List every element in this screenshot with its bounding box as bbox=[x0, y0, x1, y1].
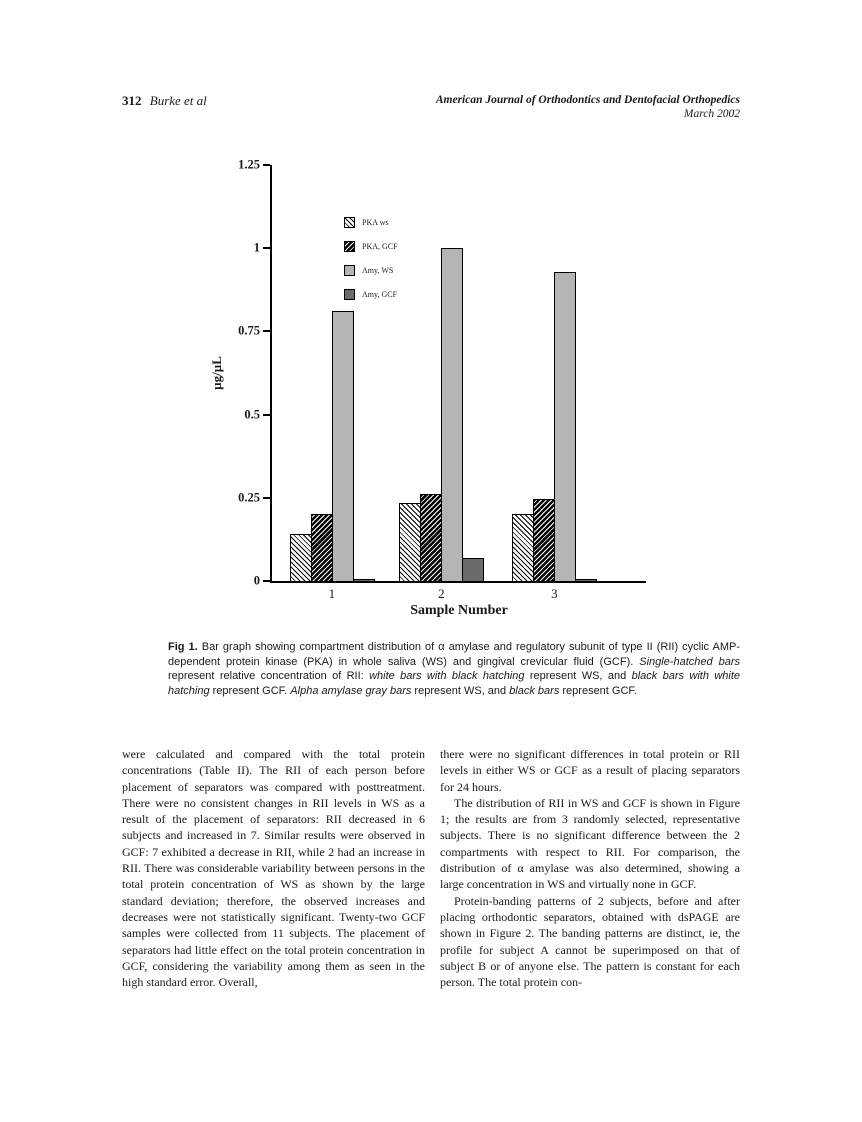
bar-pka-ws-sample-2 bbox=[399, 503, 421, 581]
bar-pka-gcf-sample-1 bbox=[311, 514, 333, 581]
body-paragraph: The distribution of RII in WS and GCF is shown in Figure 1; the results are from 3 randomly selected, representative subjects. There is no significant difference between the 2 compartments with respect to RII. For comparison, the distribution of α amylase was also determined, showing a large concentration in WS and virtually none in GCF. bbox=[440, 795, 740, 892]
bar-group-sample-2 bbox=[399, 248, 483, 581]
body-paragraph: there were no significant differences in total protein or RII levels in either WS or GCF as a result of placing separators for 24 hours. bbox=[440, 747, 740, 794]
caption-segment: white bars with black hatching bbox=[369, 670, 525, 683]
x-axis-tick-label: 3 bbox=[551, 586, 558, 601]
figure-1 bbox=[208, 157, 646, 618]
caption-segment: represent relative concentration of RII: bbox=[168, 670, 370, 683]
legend-item bbox=[344, 217, 398, 228]
caption-segment: Alpha amylase gray bars bbox=[290, 684, 412, 697]
caption-segment: Fig 1. bbox=[168, 641, 198, 653]
bar-amy-ws-sample-2 bbox=[441, 248, 463, 581]
y-axis-tick bbox=[263, 580, 270, 582]
x-axis-label: Sample Number bbox=[410, 603, 508, 618]
bar-group-sample-1 bbox=[290, 311, 374, 581]
legend-swatch-icon bbox=[344, 265, 355, 276]
x-axis-tick-label: 2 bbox=[438, 586, 445, 601]
figure-caption bbox=[168, 640, 740, 698]
y-axis-tick bbox=[263, 164, 270, 166]
y-axis-tick bbox=[263, 497, 270, 499]
caption-segment: represent WS, and bbox=[524, 670, 632, 683]
legend-label: Amy, GCF bbox=[362, 290, 398, 299]
legend-label: PKA, GCF bbox=[362, 242, 398, 251]
y-axis-tick-label: 0.75 bbox=[238, 323, 260, 338]
y-axis-tick bbox=[263, 247, 270, 249]
legend-swatch-icon bbox=[344, 241, 355, 252]
running-head-left bbox=[122, 93, 207, 109]
legend-swatch-icon bbox=[344, 217, 355, 228]
legend-swatch-icon bbox=[344, 289, 355, 300]
running-head-authors: Burke et al bbox=[149, 93, 207, 108]
bar-pka-gcf-sample-3 bbox=[533, 499, 555, 581]
chart-legend bbox=[344, 217, 398, 313]
legend-item bbox=[344, 241, 398, 252]
caption-segment: black bars with white hatching bbox=[168, 670, 740, 697]
bar-amy-gcf-sample-1 bbox=[353, 579, 375, 581]
bar-amy-ws-sample-3 bbox=[554, 272, 576, 582]
legend-item bbox=[344, 289, 398, 300]
caption-segment: represent WS, and bbox=[411, 684, 510, 697]
y-axis-tick bbox=[263, 330, 270, 332]
y-axis-tick-label: 1 bbox=[253, 240, 260, 255]
bar-pka-ws-sample-3 bbox=[512, 514, 534, 581]
legend-label: Amy, WS bbox=[362, 266, 394, 275]
bar-amy-ws-sample-1 bbox=[332, 311, 354, 581]
y-axis-tick-label: 0.5 bbox=[244, 407, 260, 422]
body-right-column bbox=[440, 746, 740, 990]
body-paragraph: were calculated and compared with the total protein concentrations (Table II). The RII of each person before placement of separators was compared with posttreatment. There were no consistent changes in RII levels in WS as a result of the placement of separators: RII decreased in 6 subjects and increased in 7. Similar results were observed in GCF: 7 exhibited a decrease in RII, while 2 had an increase in RII. There was considerable variability between persons in the total protein concentration of WS as shown by the large standard deviation; therefore, the observed increases and decreases were not statistically significant. Twenty-two GCF samples were collected from 11 subjects. The placement of separators had little effect on the total protein concentration in GCF, considering the variability among them as seen in the high standard error. Overall, bbox=[122, 747, 425, 990]
body-left-column bbox=[122, 746, 425, 990]
journal-title: American Journal of Orthodontics and Dentofacial Orthopedics bbox=[435, 94, 740, 106]
caption-segment: Bar graph showing compartment distribution of α amylase and regulatory subunit of type II (RII) cyclic AMP-dependent protein kinase (PKA) in whole saliva (WS) and gingival crevicular fluid (GCF). bbox=[168, 641, 740, 668]
caption-segment: represent GCF. bbox=[559, 684, 637, 697]
legend-item bbox=[344, 265, 398, 276]
chart-plot-area bbox=[208, 157, 646, 618]
bar-pka-ws-sample-1 bbox=[290, 534, 312, 581]
legend-label: PKA ws bbox=[362, 218, 389, 227]
y-axis-tick bbox=[263, 414, 270, 416]
bar-amy-gcf-sample-2 bbox=[462, 558, 484, 581]
y-axis-label: µg/µL bbox=[208, 356, 224, 390]
running-head-right bbox=[436, 93, 740, 121]
caption-segment: Single-hatched bars bbox=[639, 655, 740, 668]
bar-amy-gcf-sample-3 bbox=[575, 579, 597, 581]
journal-issue: March 2002 bbox=[683, 108, 740, 120]
bar-group-sample-3 bbox=[512, 272, 596, 582]
bar-pka-gcf-sample-2 bbox=[420, 494, 442, 581]
caption-segment: represent GCF. bbox=[209, 684, 291, 697]
body-paragraph: Protein-banding patterns of 2 subjects, before and after placing orthodontic separators, obtained with dsPAGE are shown in Figure 2. The banding patterns are distinct, ie, the profile for subject A cannot be superimposed on that of subject B or of anyone else. The pattern is constant for each person. The total protein con- bbox=[440, 893, 740, 990]
y-axis-tick-label: 1.25 bbox=[238, 157, 260, 172]
caption-segment: black bars bbox=[509, 684, 560, 697]
y-axis-tick-label: 0.25 bbox=[238, 490, 260, 505]
y-axis-tick-label: 0 bbox=[253, 573, 260, 588]
x-axis-tick-label: 1 bbox=[328, 586, 336, 601]
page-number: 312 bbox=[122, 93, 142, 108]
